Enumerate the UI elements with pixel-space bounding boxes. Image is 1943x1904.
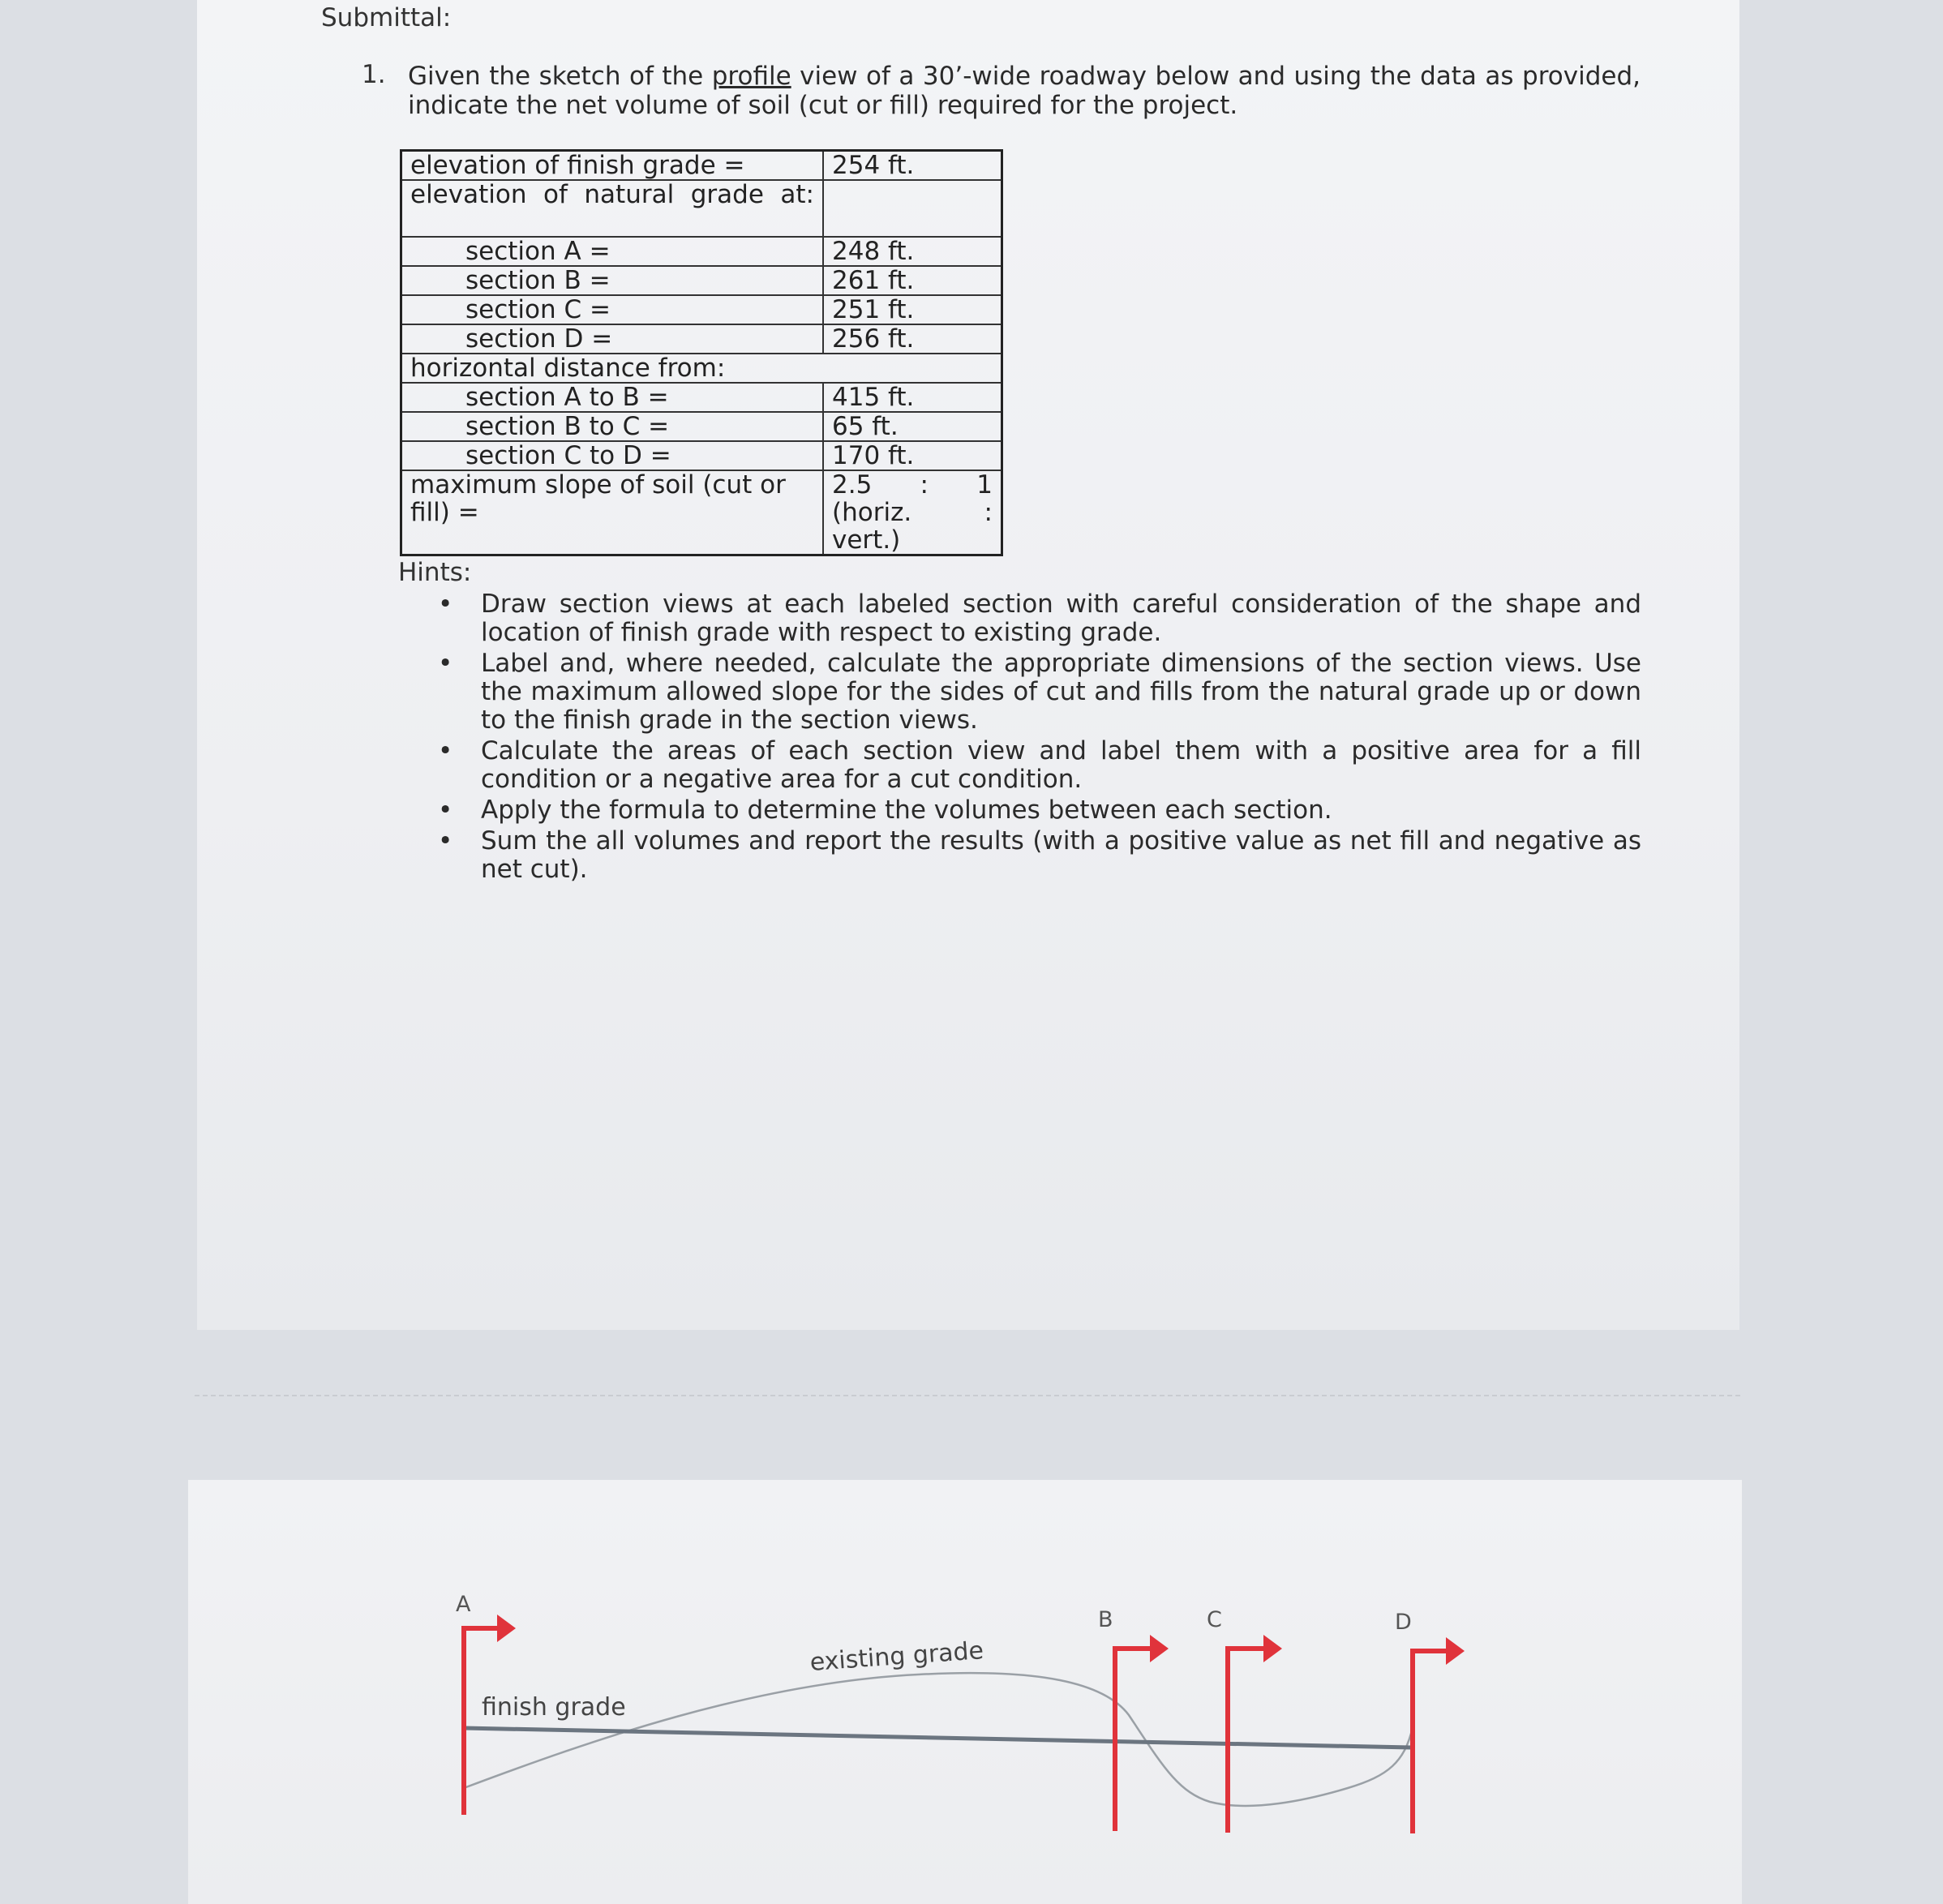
distance-cd-label: section C to D = <box>401 441 824 470</box>
list-item <box>438 737 1641 794</box>
bullet-icon: • <box>438 590 453 619</box>
section-a-value: 248 ft. <box>823 237 1002 266</box>
hint-text: Calculate the areas of each section view and label them with a positive area for a fill condition or a negative area for a cut condition. <box>481 736 1641 794</box>
question-number: 1. <box>362 60 386 89</box>
distance-bc-value: 65 ft. <box>823 412 1002 441</box>
list-item <box>438 590 1641 647</box>
section-c-letter: C <box>1207 1607 1222 1632</box>
distance-cd-value: 170 ft. <box>823 441 1002 470</box>
table-row <box>401 295 1002 324</box>
list-item <box>438 796 1641 825</box>
section-c-label: section C = <box>401 295 824 324</box>
hint-text: Sum the all volumes and report the results (with a positive value as net fill and negative as net cut). <box>481 826 1641 884</box>
hint-text: Label and, where needed, calculate the appropriate dimensions of the section views. Use the maximum allowed slope for the sides of cut and fills from the natural grade up or down to the finish grade in the section views. <box>481 649 1641 735</box>
list-item <box>438 827 1641 884</box>
hint-text: Draw section views at each labeled section with careful consideration of the shape and location of finish grade with respect to existing grade. <box>481 590 1641 647</box>
slope-label: maximum slope of soil (cut or fill) = <box>401 470 824 555</box>
distance-bc-label: section B to C = <box>401 412 824 441</box>
table-row <box>401 383 1002 412</box>
table-row <box>401 412 1002 441</box>
question-text-start: Given the sketch of the <box>408 62 712 91</box>
section-b-letter: B <box>1098 1607 1113 1632</box>
existing-grade-label: existing grade <box>809 1636 985 1677</box>
section-c-marker <box>1228 1635 1282 1833</box>
page-divider <box>195 1395 1740 1396</box>
profile-sketch <box>188 1480 1742 1904</box>
table-row <box>401 354 1002 383</box>
section-d-letter: D <box>1395 1610 1412 1635</box>
table-row <box>401 470 1002 555</box>
bullet-icon: • <box>438 736 453 765</box>
profile-sketch-drawing <box>188 1480 1742 1904</box>
bullet-icon: • <box>438 826 453 856</box>
hints-list <box>438 590 1641 886</box>
distance-ab-label: section A to B = <box>401 383 824 412</box>
list-item <box>438 650 1641 735</box>
distance-ab-value: 415 ft. <box>823 383 1002 412</box>
distance-empty-cell <box>823 354 1002 383</box>
hints-title: Hints: <box>398 558 472 587</box>
section-d-label: section D = <box>401 324 824 354</box>
question-underlined-word: profile <box>711 62 791 91</box>
section-a-label: section A = <box>401 237 824 266</box>
section-a-letter: A <box>456 1592 471 1617</box>
slope-value: 2.5 : 1 (horiz. : vert.) <box>823 470 1002 555</box>
data-table <box>400 149 1003 556</box>
submittal-heading: Submittal: <box>321 3 452 32</box>
bullet-icon: • <box>438 795 453 825</box>
bullet-icon: • <box>438 649 453 678</box>
natural-grade-empty-cell <box>823 180 1002 237</box>
table-row <box>401 180 1002 237</box>
table-row <box>401 266 1002 295</box>
question-text <box>408 62 1641 120</box>
question-text-end: view of a 30’-wide roadway below and using the data as provided, indicate the net volume of soil (cut or fill) required for the project. <box>408 62 1641 120</box>
section-b-value: 261 ft. <box>823 266 1002 295</box>
section-b-label: section B = <box>401 266 824 295</box>
table-row <box>401 441 1002 470</box>
section-c-value: 251 ft. <box>823 295 1002 324</box>
table-row <box>401 324 1002 354</box>
section-d-value: 256 ft. <box>823 324 1002 354</box>
finish-grade-label: finish grade <box>482 1693 626 1722</box>
finish-grade-value: 254 ft. <box>823 151 1002 181</box>
table-row <box>401 237 1002 266</box>
hint-text: Apply the formula to determine the volumes between each section. <box>481 795 1332 825</box>
finish-grade-label: elevation of finish grade = <box>401 151 824 181</box>
natural-grade-label: elevation of natural grade at: <box>401 180 824 237</box>
section-d-marker <box>1413 1637 1465 1833</box>
table-row <box>401 151 1002 181</box>
distance-label: horizontal distance from: <box>401 354 824 383</box>
